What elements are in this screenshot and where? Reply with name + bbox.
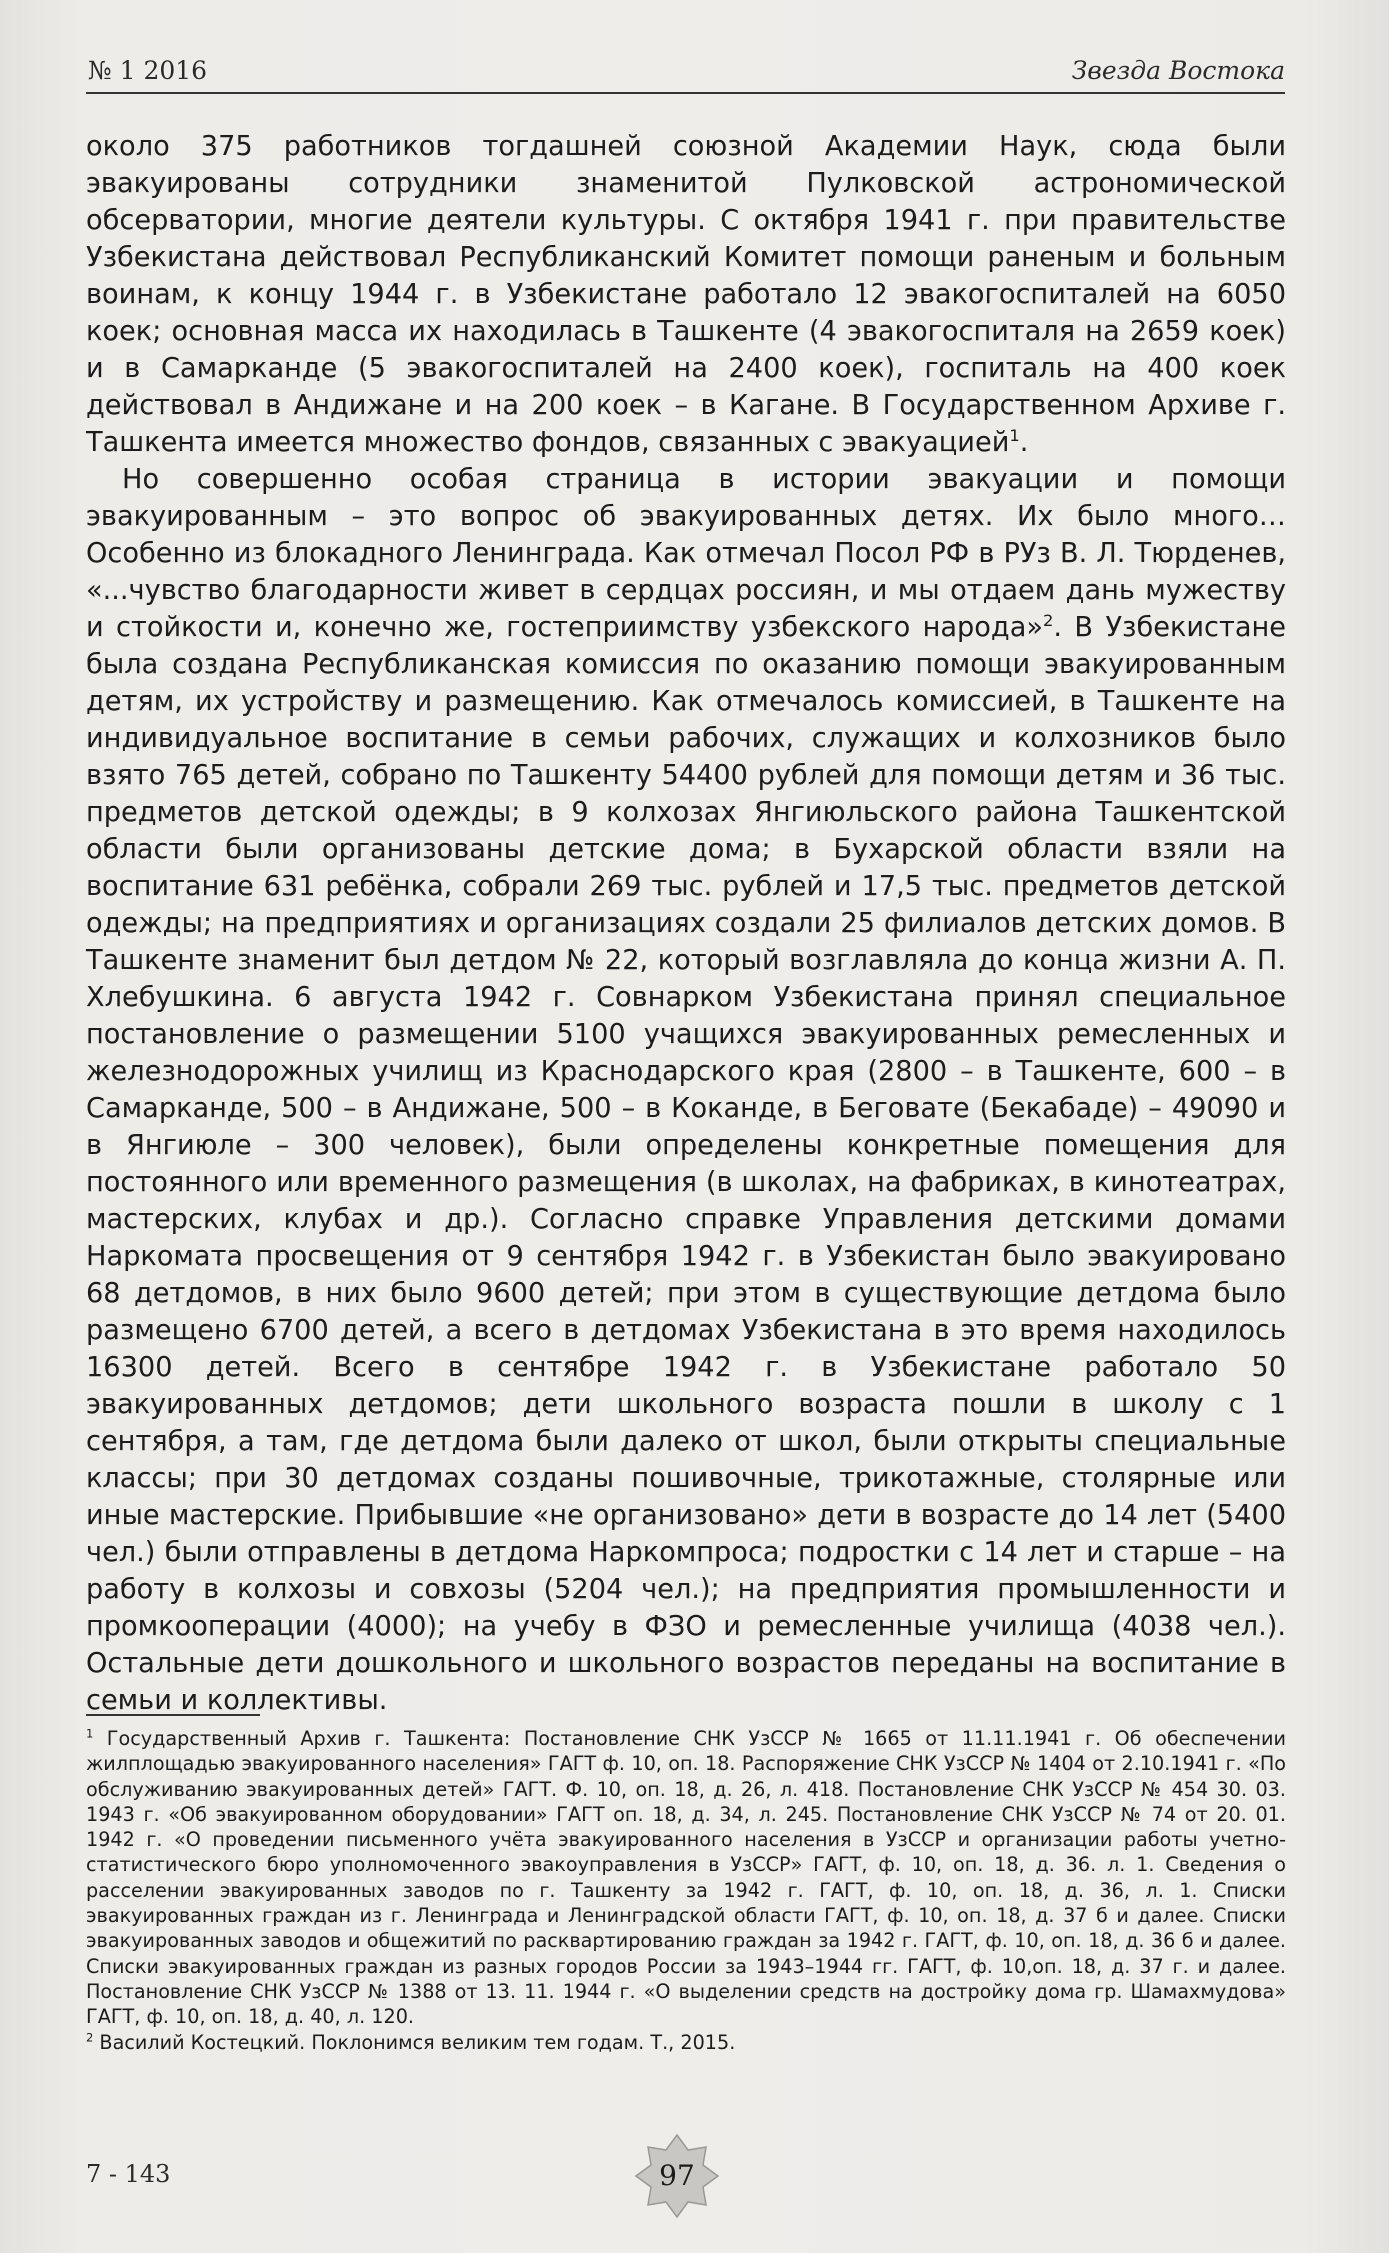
- print-code: 7 - 143: [86, 2160, 171, 2188]
- paragraph-1-text: около 375 работников тогдашней союзной Академии Наук, сюда были эвакуированы сотрудники знаменитой Пулковской астрономической обсерватории, многие деятели культуры. С октября 1941 г. при правительстве Узбекистана действовал Республиканский Комитет помощи раненым и больным воинам, к концу 1944 г. в Узбекистане работало 12 эвакогоспиталей на 6050 коек; основная масса их находилась в Ташкенте (4 эвакогоспиталя на 2659 коек) и в Самарканде (5 эвакогоспиталей на 2400 коек), госпиталь на 400 коек действовал в Андижане и на 200 коек – в Кагане. В Государственном Архиве г. Ташкента имеется множество фондов, связанных с эвакуацией: [86, 131, 1286, 458]
- page-number: 97: [659, 2159, 695, 2192]
- footnote-2-number: 2: [86, 2030, 94, 2045]
- footnotes: [86, 1726, 1286, 2055]
- footnote-2-text: Василий Костецкий. Поклонимся великим тем годам. Т., 2015.: [93, 2030, 736, 2054]
- paragraph-1-tail: .: [1019, 427, 1029, 458]
- footnote-1-number: 1: [86, 1726, 94, 1741]
- footnote-2: [86, 2030, 1286, 2055]
- paragraph-2-tail: . В Узбекистане была создана Республиканская комиссия по оказанию помощи эвакуированным детям, их устройству и размещению. Как отмечалось комиссией, в Ташкенте на индивидуальное воспитание в семьи рабочих, служащих и колхозников было взято 765 детей, собрано по Ташкенту 54400 рублей для помощи детям и 36 тыс. предметов детской одежды; в 9 колхозах Янгиюльского района Ташкентской области были организованы детские дома; в Бухарской области взяли на воспитание 631 ребёнка, собрали 269 тыс. рублей и 17,5 тыс. предметов детской одежды; на предприятиях и организациях создали 25 филиалов детских домов. В Ташкенте знаменит был детдом № 22, который возглавляла до конца жизни А. П. Хлебушкина. 6 августа 1942 г. Совнарком Узбекистана принял специальное постановление о размещении 5100 учащихся эвакуированных ремесленных и железнодорожных училищ из Краснодарского края (2800 – в Ташкенте, 600 – в Самарканде, 500 – в Андижане, 500 – в Коканде, в Беговате (Бекабаде) – 49090 и в Янгиюле – 300 человек), были определены конкретные помещения для постоянного или временного размещения (в школах, на фабриках, в кинотеатрах, мастерских, клубах и др.). Согласно справке Управления детскими домами Наркомата просвещения от 9 сентября 1942 г. в Узбекистан было эвакуировано 68 детдомов, в них было 9600 детей; при этом в существующие детдома было размещено 6700 детей, а всего в детдомах Узбекистана в это время находилось 16300 детей. Всего в сентябре 1942 г. в Узбекистане работало 50 эвакуированных детдомов; дети школьного возраста пошли в школу с 1 сентября, а там, где детдома были далеко от школ, были открыты специальные классы; при 30 детдомах созданы пошивочные, трикотажные, столярные или иные мастерские. Прибывшие «не организовано» дети в возрасте до 14 лет (5400 чел.) были отправлены в детдома Наркомпроса; подростки с 14 лет и старше – на работу в колхозы и совхозы (5204 чел.); на предприятия промышленности и промкооперации (4000); на учебу в ФЗО и ремесленные училища (4038 чел.). Остальные дети дошкольного и школьного возрастов переданы на воспитание в семьи и коллективы.: [86, 612, 1286, 1716]
- page-number-badge: [634, 2133, 720, 2219]
- running-header: [86, 52, 1285, 94]
- footnote-ref-2: 2: [1043, 610, 1054, 630]
- footnote-1-text: Государственный Архив г. Ташкента: Постановление СНК УзССР № 1665 от 11.11.1941 г. Об обеспечении жилплощадью эвакуированного населения» ГАГТ ф. 10, оп. 18. Распоряжение СНК УзССР № 1404 от 2.10.1941 г. «По обслуживанию эвакуированных детей» ГАГТ. Ф. 10, оп. 18, д. 26, л. 418. Постановление СНК УзССР № 454 30. 03. 1943 г. «Об эвакуированном оборудовании» ГАГТ оп. 18, д. 34, л. 245. Постановление СНК УзССР № 74 от 20. 01. 1942 г. «О проведении письменного учёта эвакуированного населения в УзССР и организации работы учетно-статистического бюро уполномоченного эвакоуправления в УзССР» ГАГТ, ф. 10, оп. 18, д. 36. л. 1. Сведения о расселении эвакуированных заводов по г. Ташкенту за 1942 г. ГАГТ, ф. 10, оп. 18, д. 36, л. 1. Списки эвакуированных граждан из г. Ленинграда и Ленинградской области ГАГТ, ф. 10, оп. 18, д. 37 б и далее. Списки эвакуированных заводов и общежитий по расквартированию граждан за 1942 г. ГАГТ, ф. 10, оп. 18, д. 36 б и далее. Списки эвакуированных граждан из разных городов России за 1943–1944 гг. ГАГТ, ф. 10,оп. 18, д. 37 г. и далее. Постановление СНК УзССР № 1388 от 13. 11. 1944 г. «О выделении средств на достройку дома гр. Шамахмудова» ГАГТ, ф. 10, оп. 18, д. 40, л. 120.: [86, 1727, 1286, 2029]
- article-body: [86, 128, 1286, 1719]
- issue-number: № 1 2016: [88, 56, 208, 85]
- journal-title: Звезда Востока: [1071, 56, 1285, 85]
- paragraph-2-text: Но совершенно особая страница в истории эвакуации и помощи эвакуированным – это вопрос об эвакуированных детях. Их было много… Особенно из блокадного Ленинграда. Как отмечал Посол РФ в РУз В. Л. Тюрденев, «...чувство благодарности живет в сердцах россиян, и мы отдаем дань мужеству и стойкости и, конечно же, гостеприимству узбекского народа»: [86, 464, 1286, 643]
- footnote-divider: [86, 1714, 260, 1716]
- footnote-1: [86, 1726, 1286, 2030]
- footnote-ref-1: 1: [1009, 425, 1020, 445]
- paragraph-2: [86, 461, 1286, 1719]
- paragraph-1: [86, 128, 1286, 461]
